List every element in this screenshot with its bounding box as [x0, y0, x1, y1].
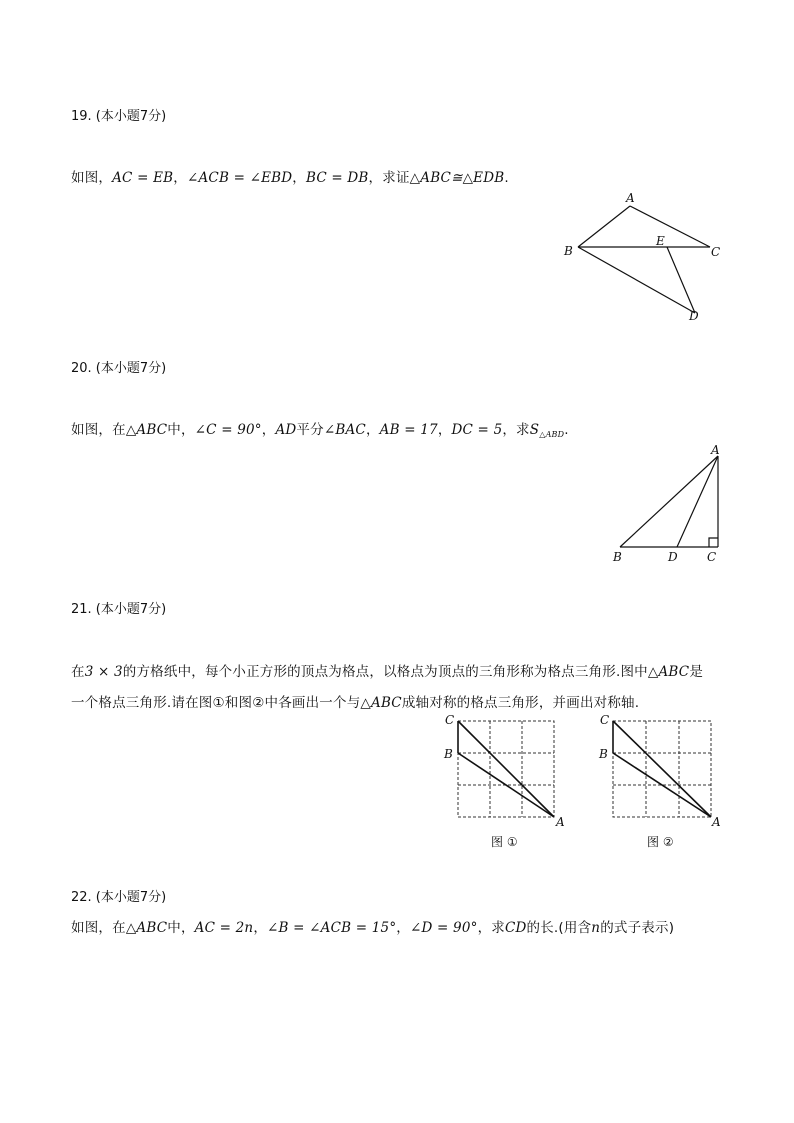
q20-cond2b: 平分 — [296, 422, 324, 438]
q20-cond2: AD — [275, 422, 297, 438]
q22-cond2: ∠B = ∠ACB = 15° — [267, 920, 397, 936]
q21-fig2-caption: 图 ② — [647, 835, 674, 849]
q20-area: S — [529, 422, 540, 438]
q22-mid: 中， — [167, 920, 195, 936]
q21-triangle-fig1 — [458, 721, 554, 817]
q22-header: 22. (本小题7分) — [71, 890, 167, 905]
q21-f2-label-b: B — [599, 747, 608, 761]
q19-cond1: AC = EB — [112, 170, 174, 186]
q21-line2a: 一个格点三角形.请在图①和图②中各画出一个与 — [71, 695, 361, 711]
q21-header: 21. (本小题7分) — [71, 602, 167, 617]
q20-cond1: ∠C = 90° — [194, 422, 262, 438]
q21-tri-1: △ABC — [647, 664, 690, 680]
q21-f1-label-b: B — [444, 747, 453, 761]
q21-triangle-fig2 — [613, 721, 711, 817]
q21-f1-label-c: C — [445, 713, 455, 727]
q19-label-d: D — [689, 309, 699, 323]
q21-f1-label-a: A — [556, 815, 565, 829]
q20-label-b: B — [613, 550, 622, 564]
q22-ask: ，求 — [477, 920, 505, 936]
q21-grid-size: 3 × 3 — [84, 664, 123, 680]
q19-label-b: B — [564, 244, 573, 258]
q22-cond1: AC = 2n — [194, 920, 254, 936]
q21-line1e: 是 — [689, 664, 704, 680]
q21-tri-2: △ABC — [360, 695, 402, 711]
q19-label-a: A — [626, 191, 635, 205]
q19-label-e: E — [656, 234, 665, 248]
q20-cond3: AB = 17 — [379, 422, 438, 438]
q19-header: 19. (本小题7分) — [71, 109, 167, 124]
q19-goal: △ABC≅△EDB — [409, 170, 505, 186]
q22-text: 如图，在△ABC中，AC = 2n，∠B = ∠ACB = 15°，∠D = 90°，求CD的长.(用含n的式子表示) — [71, 920, 675, 936]
q20-label-d: D — [668, 550, 678, 564]
q20-area-sub: △ABD — [539, 430, 565, 439]
q19-prefix: 如图， — [71, 170, 113, 186]
q22-seg: CD — [504, 920, 527, 936]
q20-label-c: C — [707, 550, 717, 564]
q20-header: 20. (本小题7分) — [71, 361, 167, 376]
q20-end: . — [564, 422, 569, 438]
q19-cond2: ∠ACB = ∠EBD — [186, 170, 293, 186]
q19-cond3: BC = DB — [306, 170, 369, 186]
q22-prefix: 如图，在 — [71, 920, 126, 936]
q21-f2-label-c: C — [600, 713, 610, 727]
q20-cond4: DC = 5 — [451, 422, 503, 438]
q20-prefix: 如图，在 — [71, 422, 126, 438]
q19-text: 如图，AC = EB，∠ACB = ∠EBD，BC = DB，求证△ABC≅△EDB. — [71, 170, 509, 186]
q20-text: 如图，在△ABC中，∠C = 90°，AD平分∠BAC，AB = 17，DC = 5，求$S_{\triangle ABD}$. — [71, 422, 569, 439]
q21-line1a: 在 — [71, 664, 85, 680]
q21-f2-label-a: A — [712, 815, 721, 829]
q20-label-a: A — [711, 443, 720, 457]
q21-line1c: 的方格纸中，每个小正方形的顶点为格点，以格点为顶点的三角形称为格点三角形.图中 — [122, 664, 648, 680]
q19-prove: ，求证 — [368, 170, 410, 186]
q19-label-c: C — [711, 245, 721, 259]
q22-tail1: 的长.(用含 — [526, 920, 592, 936]
q20-ask: ，求 — [502, 422, 530, 438]
q19-end: . — [504, 170, 509, 186]
q20-cond2c: ∠BAC — [323, 422, 366, 438]
q22-tail2: 的式子表示) — [600, 920, 675, 936]
q22-tri: △ABC — [125, 920, 168, 936]
q21-line2c: 成轴对称的格点三角形，并画出对称轴. — [401, 695, 640, 711]
q21-fig1-caption: 图 ① — [491, 835, 518, 849]
q22-cond3: ∠D = 90° — [410, 920, 478, 936]
q20-mid: 中， — [167, 422, 195, 438]
q20-tri: △ABC — [125, 422, 168, 438]
q22-var: n — [591, 920, 601, 936]
